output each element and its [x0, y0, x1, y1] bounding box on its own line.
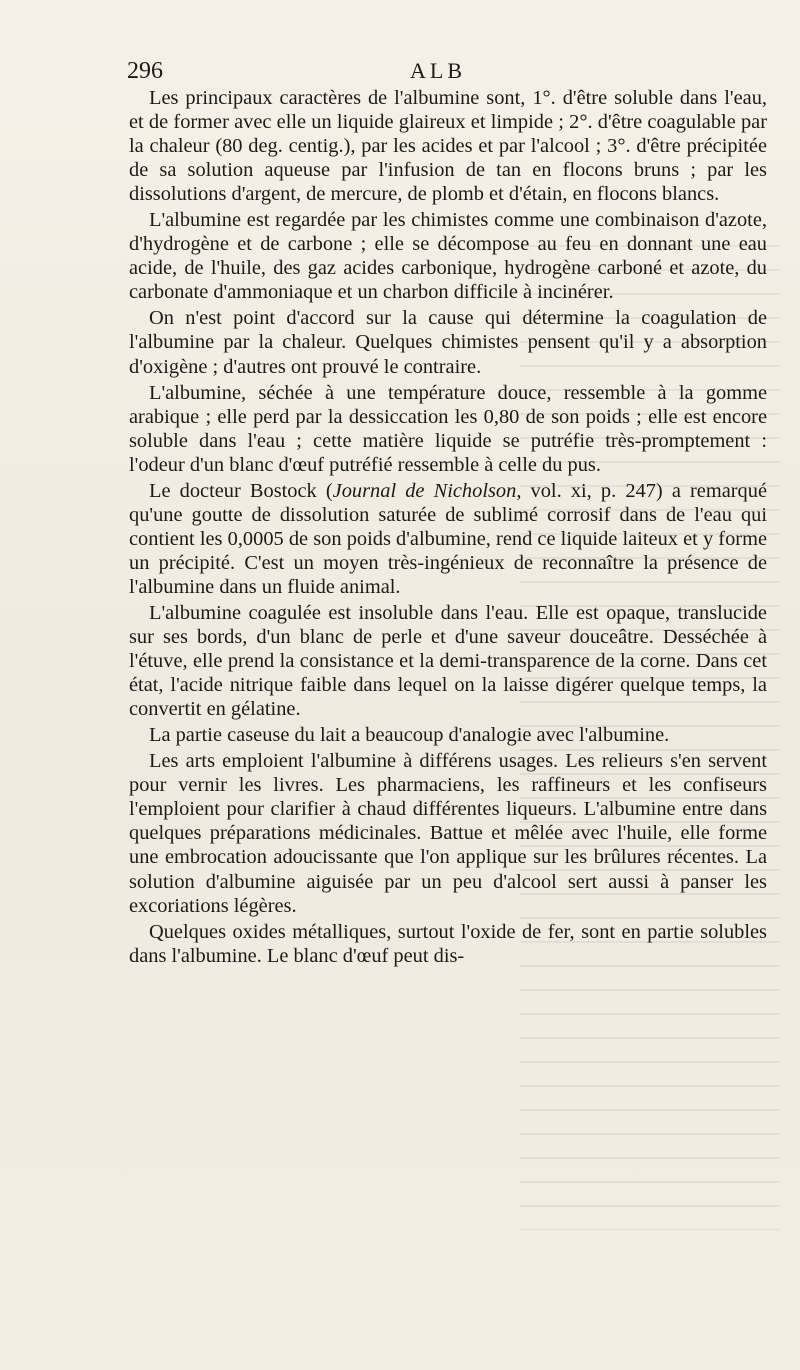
page-number: 296: [127, 58, 163, 84]
bostock-text-start: Le docteur Bostock (: [149, 479, 333, 502]
journal-title: Journal de Nicholson: [332, 479, 517, 502]
paragraph-coagulation: On n'est point d'accord sur la cause qui détermine la coagulation de l'albumine par la chaleur. Quelques chimistes pensent qu'il y a absorption d'oxigène ; d'autres ont prouvé le contraire.: [129, 307, 767, 378]
paragraph-characteristics: Les principaux caractères de l'albumine sont, 1°. d'être soluble dans l'eau, et de former avec elle un liquide glaireux et limpide ; 2°. d'être coagulable par la chaleur (80 deg. centig.), par les acides et par l'alcool ; 3°. d'être précipitée de sa solution aqueuse par l'infusion de tan en flocons bruns ; par les dissolutions d'argent, de mercure, de plomb et d'étain, en flocons blancs.: [129, 87, 767, 206]
paragraph-uses: Les arts emploient l'albumine à différens usages. Les relieurs s'en servent pour vernir les livres. Les pharmaciens, les raffineurs et les confiseurs l'emploient pour clarifier à chaud différentes liqueurs. L'albumine entre dans quelques préparations médicinales. Battue et mêlée avec l'huile, elle forme une embrocation adoucissante que l'on applique sur les brûlures récentes. La solution d'albumine aiguisée par un peu d'alcool sert aussi à panser les excoriations légères.: [129, 750, 767, 917]
paragraph-milk: La partie caseuse du lait a beaucoup d'analogie avec l'albumine.: [149, 724, 670, 747]
bostock-text-end: , vol. xi, p. 247) a remarqué qu'une goutte de dissolution saturée de sublimé corrosif dans de l'eau qui contient les 0,0005 de son poids d'albumine, rend ce liquide laiteux et y forme un précipité. C'est un moyen très-ingénieux de reconnaître la présence de l'albumine dans un fluide animal.: [129, 479, 767, 598]
body-text: [129, 86, 767, 970]
running-head: ALB: [410, 58, 466, 83]
paragraph-composition: L'albumine est regardée par les chimistes comme une combinaison d'azote, d'hydrogène et de carbone ; elle se décompose au feu en donnant une eau acide, de l'huile, des gaz acides carbonique, hydrogène carboné et azote, du carbonate d'ammoniaque et un charbon difficile à incinérer.: [129, 209, 767, 304]
paragraph-oxides: Quelques oxides métalliques, surtout l'oxide de fer, sont en partie solubles dans l'albumine. Le blanc d'œuf peut dis-: [129, 920, 767, 967]
paragraph-dried-albumin: L'albumine, séchée à une température douce, ressemble à la gomme arabique ; elle perd par la dessiccation les 0,80 de son poids ; elle est encore soluble dans l'eau ; cette matière liquide se putréfie très-promptement : l'odeur d'un blanc d'œuf putréfié ressemble à celle du pus.: [129, 381, 767, 476]
paragraph-bostock: [129, 479, 767, 599]
paragraph-coagulated: L'albumine coagulée est insoluble dans l'eau. Elle est opaque, translucide sur ses bords, d'un blanc de perle et d'une saveur douceâtre. Desséchée à l'étuve, elle prend la consistance et la demi-transparence de la corne. Dans cet état, l'acide nitrique faible dans lequel on la laisse digérer quelque temps, la convertit en gélatine.: [129, 601, 767, 721]
